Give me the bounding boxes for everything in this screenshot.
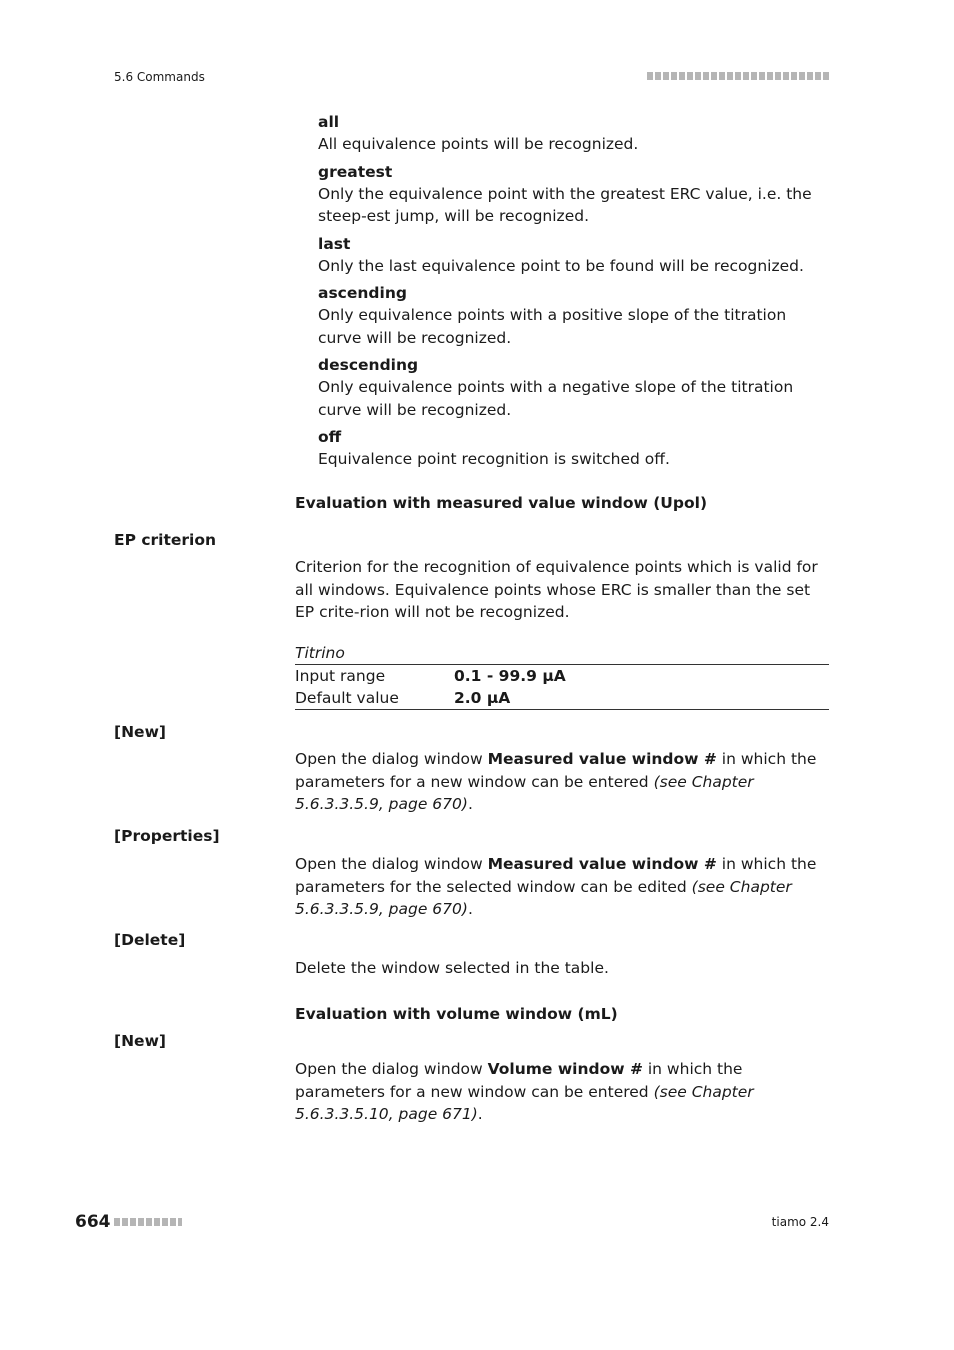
option-description: Only the last equivalence point to be found will be recognized. [318,256,804,275]
option-list [318,111,830,471]
section-heading-volume: Evaluation with volume window (mL) [295,1005,618,1023]
page-number: 664 [75,1212,111,1232]
table-row-value: 2.0 µA [454,689,511,707]
cross-reference: (see Chapter 5.6.3.3.5.10, page 671) [295,1082,754,1123]
cross-reference: (see Chapter 5.6.3.3.5.9, page 670) [295,877,792,918]
option-description: Only equivalence points with a positive slope of the titration curve will be recognized. [318,306,787,347]
table-row-value: 0.1 - 99.9 µA [454,667,566,685]
product-name: tiamo 2.4 [771,1215,829,1229]
dialog-name: Measured value window # [487,750,717,768]
section-heading-upol: Evaluation with measured value window (Upol) [295,494,708,512]
option-name: ascending [318,284,407,302]
ep-criterion-description: Criterion for the recognition of equivalence points which is valid for all windows. Equivalence points whose ERC is smaller than the set EP crite-rion will not be recognized. [295,558,818,621]
new-upol-description [295,748,829,816]
option-description: Only equivalence points with a negative slope of the titration curve will be recognized. [318,378,794,419]
footer-decorative-bar [114,1218,182,1226]
new-volume-description [295,1058,829,1126]
option-description: All equivalence points will be recognized. [318,135,639,153]
option-name: last [318,234,351,253]
running-header-section: 5.6 Commands [114,70,205,84]
option-name: all [318,113,340,131]
dialog-name: Volume window # [487,1060,643,1078]
text: in which the parameters for a new window can be entered [295,750,817,791]
text: . [467,900,473,918]
table-title: Titrino [295,642,829,665]
header-decorative-bar [647,72,829,80]
ep-criterion-table [295,642,829,710]
option-description: Only the equivalence point with the greatest ERC value, i.e. the steep-est jump, will be recognized. [318,184,812,225]
text: in which the parameters for a new window can be entered [295,1060,743,1101]
text: Open the dialog window [295,855,488,873]
param-label-new-volume: [New] [114,1032,166,1050]
text: Open the dialog window [295,750,488,768]
option-name: greatest [318,162,393,181]
option-description: Equivalence point recognition is switched off. [318,450,670,468]
option-name: off [318,428,342,446]
param-label-properties: [Properties] [114,827,220,845]
param-label-delete: [Delete] [114,931,186,949]
param-label-new-upol: [New] [114,723,166,741]
properties-description [295,853,829,921]
text: in which the parameters for the selected window can be edited [295,855,817,896]
delete-description: Delete the window selected in the table. [295,959,609,977]
dialog-name: Measured value window # [487,855,717,873]
text: . [467,795,473,813]
cross-reference: (see Chapter 5.6.3.3.5.9, page 670) [295,772,754,813]
param-label-ep-criterion: EP criterion [114,531,217,549]
option-name: descending [318,356,419,374]
table-row [295,665,829,687]
text: . [477,1105,483,1123]
table-row-label: Default value [295,689,399,707]
text: Open the dialog window [295,1060,488,1078]
table-row [295,687,829,710]
table-row-label: Input range [295,667,386,685]
